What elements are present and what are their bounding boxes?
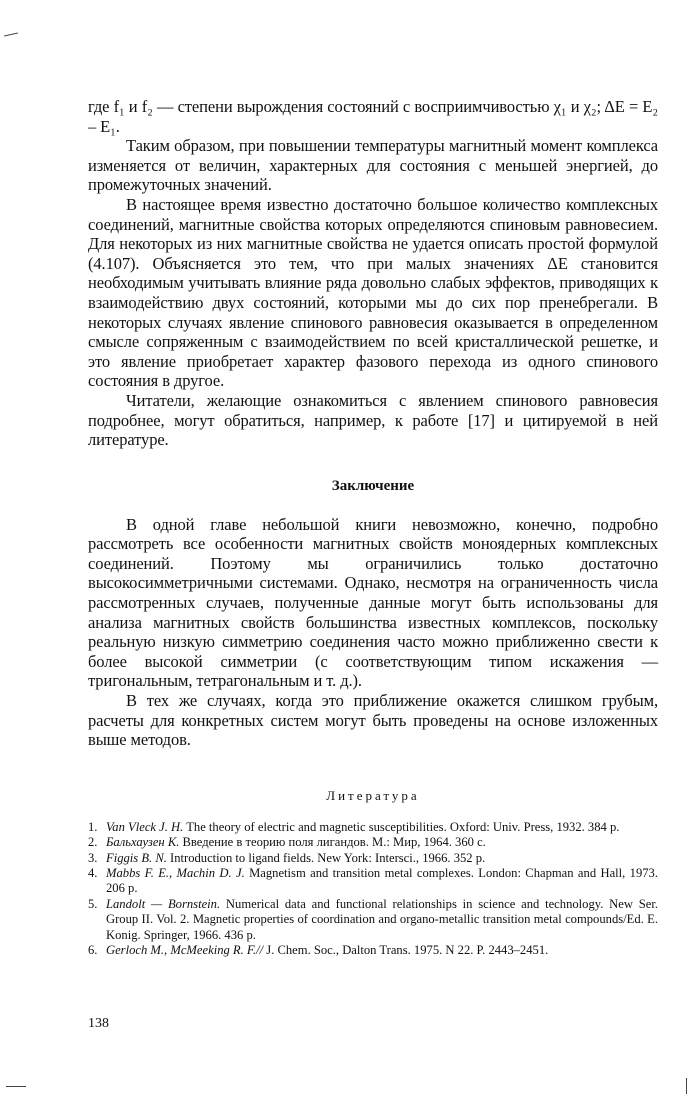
- reference-item: [88, 943, 658, 958]
- reference-authors: Figgis B. N.: [106, 850, 167, 865]
- reference-list: [88, 820, 658, 959]
- paragraph-2: Таким образом, при повышении температуры магнитный момент комплекса изменяется от величин, характерных для состояния с меньшей энергией, до промежуточных значений.: [88, 136, 658, 195]
- conclusion-paragraph-2: В тех же случаях, когда это приближение окажется слишком грубым, расчеты для конкретных систем могут быть проведены на основе изложенных выше методов.: [88, 691, 658, 750]
- paragraph-1: где f₁ и f₂ — степени вырождения состояний с восприимчивостью χ₁ и χ₂; ΔE = E₂ – E₁.: [88, 97, 658, 136]
- reference-text: Magnetism and transition metal complexes. London: Chapman and Hall, 1973. 206 p.: [106, 866, 658, 896]
- reference-number: 6.: [88, 943, 98, 958]
- reference-number: 3.: [88, 850, 98, 865]
- reference-item: [88, 835, 658, 850]
- reference-authors: Landolt — Bornstein.: [106, 896, 221, 911]
- page-body: [88, 97, 658, 958]
- reference-authors: Бальхаузен К.: [106, 835, 180, 850]
- reference-number: 5.: [88, 896, 98, 911]
- reference-item: [88, 820, 658, 835]
- paragraph-3: В настоящее время известно достаточно большое количество комплексных соединений, магнитные свойства которых определяются спиновым равновесием. Для некоторых из них магнитные свойства не удается описать простой формулой (4.107). Объясняется это тем, что при малых значениях ΔE становится необходимым учитывать влияние ряда довольно слабых эффектов, приводящих к взаимодействию двух состояний, которыми мы до сих пор пренебрегали. В некоторых случаях явление спинового равновесия оказывается в определенном смысле сопряженным с взаимодействием по всей кристаллической решетке, и это явление приобретает характер фазового перехода из одного спинового состояния в другое.: [88, 194, 658, 391]
- reference-text: Numerical data and functional relationships in science and technology. New Ser. Group II. Vol. 2. Magnetic properties of coordination and organo-metallic transition metal compounds/Ed. E. Konig. Springer, 1966. 436 p.: [106, 896, 659, 942]
- reference-text: Introduction to ligand fields. New York: Intersci., 1966. 352 p.: [166, 850, 486, 865]
- scan-speck: [6, 1086, 26, 1087]
- reference-number: 1.: [88, 819, 98, 834]
- reference-number: 2.: [88, 835, 98, 850]
- reference-text: J. Chem. Soc., Dalton Trans. 1975. N 22. P. 2443–2451.: [263, 943, 549, 958]
- reference-text: Введение в теорию поля лигандов. М.: Мир, 1964. 360 с.: [179, 835, 486, 850]
- reference-authors: Van Vleck J. H.: [106, 819, 184, 834]
- scan-speck: [4, 33, 18, 37]
- reference-item: [88, 897, 658, 943]
- reference-authors: Mabbs F. E., Machin D. J.: [106, 866, 245, 881]
- reference-authors: Gerloch M., McMeeking R. F.//: [106, 943, 264, 958]
- reference-number: 4.: [88, 866, 98, 881]
- reference-item: [88, 866, 658, 897]
- page-number: 138: [88, 1016, 109, 1031]
- scan-speck: [686, 1078, 687, 1094]
- literature-heading: Литература: [326, 787, 420, 803]
- reference-text: The theory of electric and magnetic susceptibilities. Oxford: Univ. Press, 1932. 384 p.: [183, 819, 620, 834]
- conclusion-paragraph-1: В одной главе небольшой книги невозможно, конечно, подробно рассмотреть все особенности магнитных свойств моноядерных комплексных соединений. Поэтому мы ограничились только достаточно высокосимметричными системами. Однако, несмотря на ограниченность числа рассмотренных случаев, полученные данные могут быть использованы для анализа магнитных свойств большинства известных комплексов, поскольку реальную низкую симметрию соединения часто можно приближенно свести к более высокой симметрии (с соответствующим типом искажения — тригональным, тетрагональным и т. д.).: [88, 514, 658, 691]
- reference-item: [88, 851, 658, 866]
- paragraph-4: Читатели, желающие ознакомиться с явлением спинового равновесия подробнее, могут обратиться, например, к работе [17] и цитируемой в ней литературе.: [88, 390, 658, 450]
- section-heading: Заключение: [331, 477, 415, 494]
